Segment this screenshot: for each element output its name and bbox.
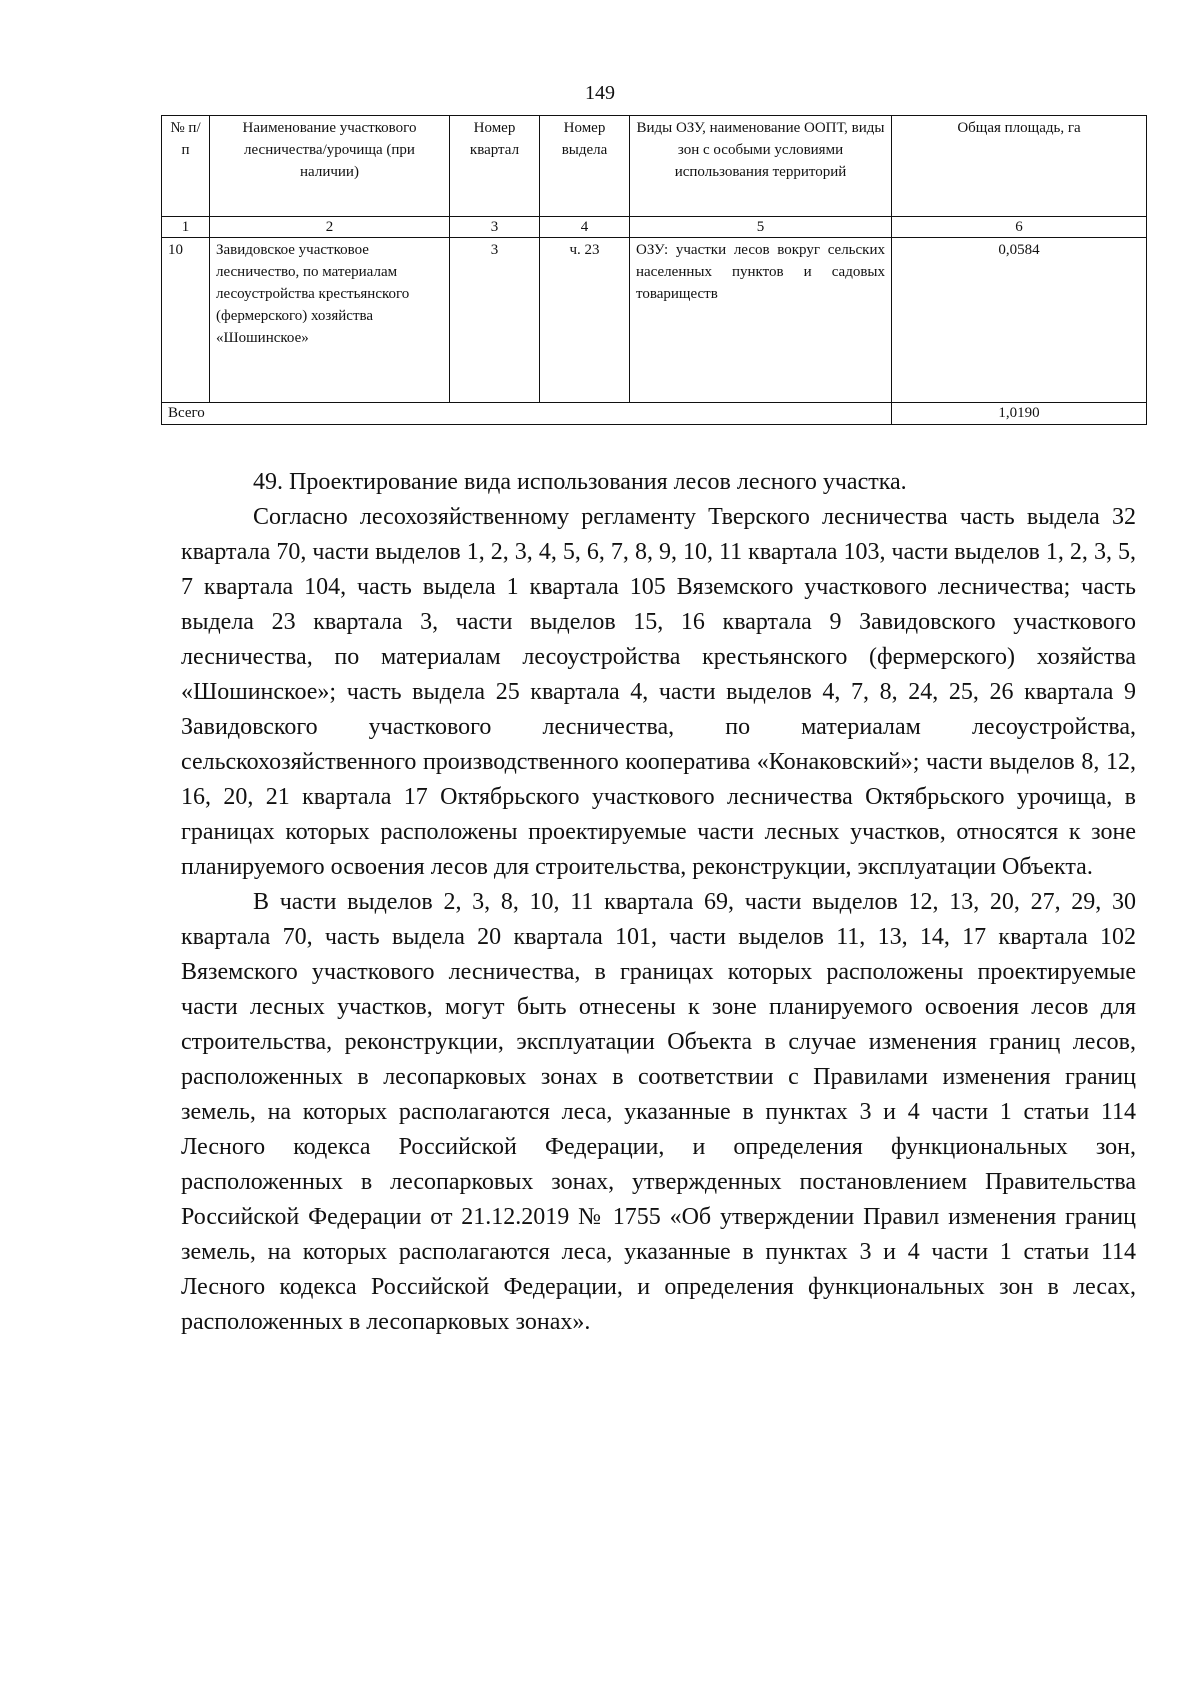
document-body (181, 465, 1136, 1340)
table-total-row (162, 403, 1147, 425)
column-number: 4 (540, 217, 630, 238)
body-paragraph: Согласно лесохозяйственному регламенту Тверского лесничества часть выдела 32 квартала 70, части выделов 1, 2, 3, 4, 5, 6, 7, 8, 9, 10, 11 квартала 103, части выделов 1, 2, 3, 5, 7 квартала 104, часть выдела 1 квартала 105 Вяземского участкового лесничества; часть выдела 23 квартала 3, части выделов 15, 16 квартала 9 Завидовского участкового лесничества, по материалам лесоустройства крестьянского (фермерского) хозяйства «Шошинское»; часть выдела 25 квартала 4, части выделов 4, 7, 8, 24, 25, 26 квартала 9 Завидовского участкового лесничества, по материалам лесоустройства, сельскохозяйственного производственного кооператива «Конаковский»; части выделов 8, 12, 16, 20, 21 квартала 17 Октябрьского участкового лесничества Октябрьского урочища, в границах которых расположены проектируемые части лесных участков, относятся к зоне планируемого освоения лесов для строительства, реконструкции, эксплуатации Объекта. (181, 504, 1136, 880)
header-cell-kvartal: Номер квартал (450, 116, 540, 217)
header-cell-ozu: Виды ОЗУ, наименование ООПТ, виды зон с особыми условиями использования территорий (630, 116, 892, 217)
forest-plots-table (161, 115, 1147, 425)
table-header-row (162, 116, 1147, 217)
column-number: 2 (210, 217, 450, 238)
column-number: 5 (630, 217, 892, 238)
column-number: 6 (892, 217, 1147, 238)
total-label: Всего (162, 403, 892, 425)
section-heading: 49. Проектирование вида использования лесов лесного участка. (253, 469, 907, 495)
table-column-number-row (162, 217, 1147, 238)
header-cell-name: Наименование участкового лесничества/урочища (при наличии) (210, 116, 450, 217)
header-cell-area: Общая площадь, га (892, 116, 1147, 217)
column-number: 3 (450, 217, 540, 238)
table-row (162, 238, 1147, 403)
total-value: 1,0190 (892, 403, 1147, 425)
row-area: 0,0584 (892, 238, 1147, 403)
row-ozu-type: ОЗУ: участки лесов вокруг сельских населенных пунктов и садовых товариществ (630, 238, 892, 403)
row-kvartal: 3 (450, 238, 540, 403)
column-number: 1 (162, 217, 210, 238)
header-cell-num: № п/п (162, 116, 210, 217)
row-vydel: ч. 23 (540, 238, 630, 403)
page-number: 149 (585, 82, 615, 104)
body-paragraph: В части выделов 2, 3, 8, 10, 11 квартала 69, части выделов 12, 13, 20, 27, 29, 30 квартала 70, часть выдела 20 квартала 101, части выделов 11, 13, 14, 17 квартала 102 Вяземского участкового лесничества, в границах которых расположены проектируемые части лесных участков, могут быть отнесены к зоне планируемого освоения лесов для строительства, реконструкции, эксплуатации Объекта в случае изменения границ лесов, расположенных в лесопарковых зонах в соответствии с Правилами изменения границ земель, на которых располагаются леса, указанные в пунктах 3 и 4 части 1 статьи 114 Лесного кодекса Российской Федерации, и определения функциональных зон, расположенных в лесопарковых зонах, утвержденных постановлением Правительства Российской Федерации от 21.12.2019 № 1755 «Об утверждении Правил изменения границ земель, на которых располагаются леса, указанные в пунктах 3 и 4 части 1 статьи 114 Лесного кодекса Российской Федерации, и определения функциональных зон в лесах, расположенных в лесопарковых зонах». (181, 889, 1136, 1335)
row-forestry-name: Завидовское участковое лесничество, по материалам лесоустройства крестьянского (фермерского) хозяйства «Шошинское» (210, 238, 450, 403)
row-num: 10 (162, 238, 210, 403)
header-cell-vydel: Номер выдела (540, 116, 630, 217)
